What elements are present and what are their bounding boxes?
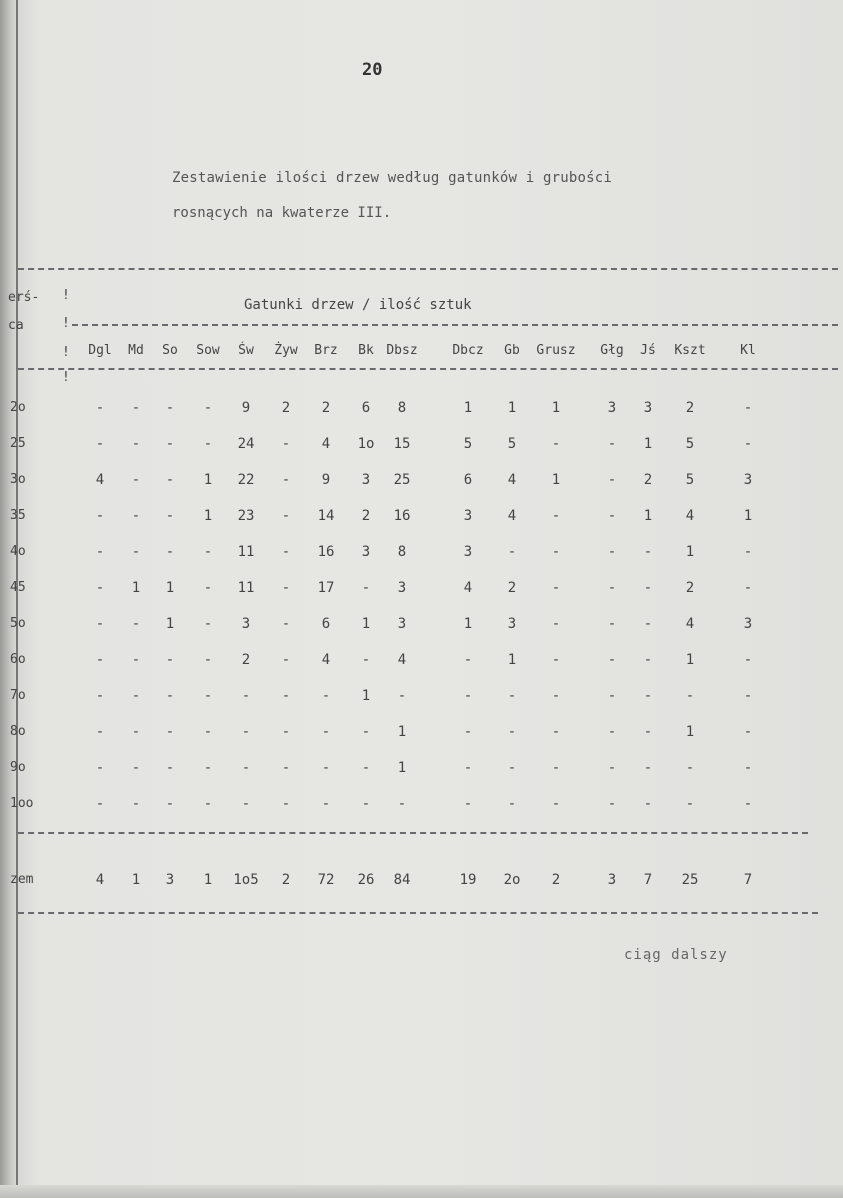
table-cell: - (281, 796, 291, 812)
table-cell: - (165, 724, 175, 740)
table-cell: - (203, 724, 213, 740)
total-cell: 7 (643, 872, 653, 888)
species-header: Grusz (536, 343, 576, 358)
rule-top (18, 268, 838, 270)
table-cell: - (743, 580, 753, 596)
table-cell: 3 (643, 400, 653, 416)
table-cell: - (203, 652, 213, 668)
total-cell: 3 (607, 872, 617, 888)
table-cell: 1 (743, 508, 753, 524)
table-cell: - (131, 796, 141, 812)
diameter-label: 2o (10, 400, 26, 415)
table-cell: - (95, 580, 105, 596)
species-header: So (162, 343, 178, 358)
table-cell: - (643, 724, 653, 740)
table-cell: - (95, 796, 105, 812)
table-cell: 11 (237, 580, 255, 596)
table-cell: 4 (321, 436, 331, 452)
table-cell: 24 (237, 436, 255, 452)
table-cell: - (131, 400, 141, 416)
diameter-label: 35 (10, 508, 26, 523)
table-cell: - (131, 544, 141, 560)
table-cell: 3 (743, 472, 753, 488)
table-cell: 4 (685, 508, 695, 524)
table-cell: - (165, 796, 175, 812)
species-header: Dbcz (452, 343, 484, 358)
total-cell: 25 (681, 872, 699, 888)
table-cell: - (281, 508, 291, 524)
table-cell: 1 (643, 508, 653, 524)
species-header: Dbsz (386, 343, 418, 358)
table-cell: 17 (317, 580, 335, 596)
table-cell: - (281, 760, 291, 776)
column-separator: ! (62, 370, 70, 385)
species-header: Bk (358, 343, 374, 358)
rule-header-bottom (18, 368, 838, 370)
table-cell: 11 (237, 544, 255, 560)
table-cell: 5 (507, 436, 517, 452)
table-cell: 1 (551, 400, 561, 416)
table-cell: - (743, 652, 753, 668)
table-cell: - (507, 688, 517, 704)
table-cell: 4 (397, 652, 407, 668)
table-cell: - (241, 724, 251, 740)
table-cell: - (95, 760, 105, 776)
rule-bottom (18, 912, 818, 914)
table-cell: - (551, 616, 561, 632)
table-cell: - (281, 616, 291, 632)
species-header: Św (238, 343, 254, 358)
table-cell: - (507, 760, 517, 776)
continued-note: ciąg dalszy (624, 947, 728, 963)
table-cell: 2 (361, 508, 371, 524)
table-cell: - (321, 796, 331, 812)
table-cell: - (203, 688, 213, 704)
table-cell: 5 (685, 472, 695, 488)
table-cell: 6 (361, 400, 371, 416)
table-cell: - (131, 616, 141, 632)
table-cell: 1 (165, 616, 175, 632)
total-cell: 2o (503, 872, 521, 888)
total-cell: 72 (317, 872, 335, 888)
table-cell: 4 (685, 616, 695, 632)
column-separator: ! (62, 316, 70, 331)
table-cell: - (743, 400, 753, 416)
table-cell: - (361, 796, 371, 812)
table-cell: - (203, 616, 213, 632)
title-line-2: rosnących na kwaterze III. (172, 205, 392, 221)
table-cell: 4 (463, 580, 473, 596)
table-cell: - (165, 436, 175, 452)
table-cell: 15 (393, 436, 411, 452)
table-cell: 2 (643, 472, 653, 488)
page-bottom-edge (0, 1185, 843, 1198)
binding-edge (16, 0, 18, 1198)
table-cell: 1 (507, 400, 517, 416)
table-cell: - (203, 544, 213, 560)
table-cell: - (165, 544, 175, 560)
table-cell: 4 (507, 508, 517, 524)
table-cell: - (131, 760, 141, 776)
table-cell: - (743, 688, 753, 704)
table-cell: - (165, 400, 175, 416)
diameter-label: 45 (10, 580, 26, 595)
table-cell: - (397, 688, 407, 704)
table-cell: 3 (397, 616, 407, 632)
table-cell: 9 (321, 472, 331, 488)
table-cell: - (551, 544, 561, 560)
table-cell: 16 (317, 544, 335, 560)
diameter-label: 7o (10, 688, 26, 703)
page-number: 20 (362, 60, 383, 80)
table-cell: 2 (685, 400, 695, 416)
table-cell: 1 (643, 436, 653, 452)
table-cell: - (463, 688, 473, 704)
table-cell: - (203, 796, 213, 812)
table-cell: - (551, 688, 561, 704)
table-cell: - (361, 724, 371, 740)
table-cell: 2 (281, 400, 291, 416)
table-cell: - (743, 724, 753, 740)
table-cell: 3 (397, 580, 407, 596)
table-cell: - (397, 796, 407, 812)
table-cell: 3 (607, 400, 617, 416)
table-cell: 1o (357, 436, 375, 452)
table-cell: - (607, 796, 617, 812)
diameter-label: 3o (10, 472, 26, 487)
table-cell: 4 (321, 652, 331, 668)
diameter-label: 8o (10, 724, 26, 739)
table-cell: - (463, 652, 473, 668)
species-header: Głg (600, 343, 624, 358)
table-cell: - (165, 508, 175, 524)
table-cell: - (463, 760, 473, 776)
table-cell: 2 (241, 652, 251, 668)
total-cell: 7 (743, 872, 753, 888)
table-cell: 1 (507, 652, 517, 668)
table-cell: - (281, 688, 291, 704)
table-cell: 5 (463, 436, 473, 452)
table-cell: - (281, 472, 291, 488)
table-cell: 1 (551, 472, 561, 488)
table-cell: - (95, 508, 105, 524)
table-cell: 1 (685, 724, 695, 740)
table-cell: 1 (685, 652, 695, 668)
diameter-label: 6o (10, 652, 26, 667)
table-cell: 3 (241, 616, 251, 632)
table-cell: - (131, 508, 141, 524)
table-cell: - (131, 472, 141, 488)
table-cell: - (241, 760, 251, 776)
table-cell: - (643, 580, 653, 596)
table-cell: - (607, 688, 617, 704)
table-cell: 25 (393, 472, 411, 488)
total-cell: 26 (357, 872, 375, 888)
diameter-header-top: erś- (8, 290, 40, 305)
table-cell: 8 (397, 544, 407, 560)
table-cell: 8 (397, 400, 407, 416)
table-cell: - (743, 544, 753, 560)
table-cell: - (281, 580, 291, 596)
table-cell: - (203, 580, 213, 596)
table-cell: - (281, 544, 291, 560)
table-cell: 6 (463, 472, 473, 488)
table-cell: - (743, 760, 753, 776)
table-cell: 3 (507, 616, 517, 632)
rule-before-total (18, 832, 808, 834)
total-cell: 2 (551, 872, 561, 888)
table-cell: - (241, 796, 251, 812)
table-cell: 1 (361, 616, 371, 632)
table-cell: 3 (361, 472, 371, 488)
table-cell: 4 (507, 472, 517, 488)
table-cell: - (165, 760, 175, 776)
table-cell: - (361, 580, 371, 596)
table-cell: 1 (203, 508, 213, 524)
table-cell: - (551, 652, 561, 668)
table-cell: - (643, 652, 653, 668)
table-cell: 1 (463, 616, 473, 632)
diameter-label: 5o (10, 616, 26, 631)
table-cell: - (321, 688, 331, 704)
table-cell: - (507, 544, 517, 560)
diameter-label: 25 (10, 436, 26, 451)
table-cell: 1 (131, 580, 141, 596)
table-cell: - (321, 760, 331, 776)
species-header: Md (128, 343, 144, 358)
diameter-label: 1oo (10, 796, 34, 811)
table-cell: - (607, 436, 617, 452)
table-cell: - (95, 616, 105, 632)
table-cell: - (281, 724, 291, 740)
total-cell: 2 (281, 872, 291, 888)
table-cell: - (685, 796, 695, 812)
species-header: Dgl (88, 343, 112, 358)
total-cell: 4 (95, 872, 105, 888)
totals-label: zem (10, 872, 34, 887)
table-cell: 3 (463, 544, 473, 560)
table-cell: - (463, 796, 473, 812)
diameter-label: 4o (10, 544, 26, 559)
table-cell: - (507, 796, 517, 812)
total-cell: 1 (203, 872, 213, 888)
table-cell: - (607, 652, 617, 668)
table-cell: 2 (685, 580, 695, 596)
column-separator: ! (62, 288, 70, 303)
table-cell: - (361, 652, 371, 668)
total-cell: 3 (165, 872, 175, 888)
table-cell: - (607, 472, 617, 488)
table-cell: - (131, 724, 141, 740)
table-cell: 2 (321, 400, 331, 416)
table-cell: - (643, 544, 653, 560)
table-cell: - (131, 436, 141, 452)
table-cell: 1 (361, 688, 371, 704)
species-header: Kl (740, 343, 756, 358)
table-cell: - (95, 400, 105, 416)
table-cell: - (607, 724, 617, 740)
table-cell: 14 (317, 508, 335, 524)
table-cell: - (131, 652, 141, 668)
table-cell: 3 (743, 616, 753, 632)
table-cell: - (643, 688, 653, 704)
table-cell: - (743, 436, 753, 452)
table-cell: - (743, 796, 753, 812)
table-cell: - (165, 652, 175, 668)
table-cell: 5 (685, 436, 695, 452)
table-cell: 1 (203, 472, 213, 488)
table-cell: - (607, 616, 617, 632)
table-cell: - (281, 436, 291, 452)
table-cell: - (95, 652, 105, 668)
table-cell: - (551, 760, 561, 776)
species-header: Gb (504, 343, 520, 358)
table-cell: 16 (393, 508, 411, 524)
column-separator: ! (62, 345, 70, 360)
binding-shadow (0, 0, 16, 1198)
table-cell: 4 (95, 472, 105, 488)
table-cell: - (551, 580, 561, 596)
table-cell: 1 (165, 580, 175, 596)
species-header: Sow (196, 343, 220, 358)
table-cell: - (607, 544, 617, 560)
table-cell: - (95, 544, 105, 560)
table-cell: - (643, 796, 653, 812)
table-cell: - (607, 508, 617, 524)
table-cell: 1 (397, 760, 407, 776)
table-cell: - (685, 688, 695, 704)
species-group-header: Gatunki drzew / ilość sztuk (244, 297, 472, 313)
table-cell: 9 (241, 400, 251, 416)
rule-group-under (72, 324, 838, 326)
table-cell: - (551, 724, 561, 740)
table-cell: - (131, 688, 141, 704)
total-cell: 19 (459, 872, 477, 888)
table-cell: 22 (237, 472, 255, 488)
title-line-1: Zestawienie ilości drzew według gatunków i grubości (172, 170, 613, 186)
table-cell: - (551, 508, 561, 524)
table-cell: 1 (397, 724, 407, 740)
total-cell: 1 (131, 872, 141, 888)
table-cell: - (165, 688, 175, 704)
total-cell: 84 (393, 872, 411, 888)
table-cell: 1 (463, 400, 473, 416)
table-cell: - (95, 724, 105, 740)
table-cell: - (607, 760, 617, 776)
total-cell: 1o5 (233, 872, 259, 888)
table-cell: 2 (507, 580, 517, 596)
table-cell: - (241, 688, 251, 704)
table-cell: 3 (463, 508, 473, 524)
table-cell: - (551, 796, 561, 812)
species-header: Kszt (674, 343, 706, 358)
table-cell: - (463, 724, 473, 740)
table-cell: 6 (321, 616, 331, 632)
table-cell: 23 (237, 508, 255, 524)
table-cell: - (361, 760, 371, 776)
table-cell: - (95, 688, 105, 704)
table-cell: - (203, 436, 213, 452)
table-cell: - (203, 400, 213, 416)
table-cell: - (551, 436, 561, 452)
table-cell: - (321, 724, 331, 740)
species-header: Jś (640, 343, 656, 358)
table-cell: - (95, 436, 105, 452)
table-cell: - (165, 472, 175, 488)
species-header: Żyw (274, 343, 298, 358)
table-cell: - (507, 724, 517, 740)
table-cell: - (281, 652, 291, 668)
table-cell: 1 (685, 544, 695, 560)
table-cell: - (643, 616, 653, 632)
diameter-label: 9o (10, 760, 26, 775)
table-cell: - (685, 760, 695, 776)
table-cell: - (203, 760, 213, 776)
diameter-header-bottom: ca (8, 318, 24, 333)
table-cell: - (643, 760, 653, 776)
table-cell: 3 (361, 544, 371, 560)
species-header: Brz (314, 343, 338, 358)
table-cell: - (607, 580, 617, 596)
